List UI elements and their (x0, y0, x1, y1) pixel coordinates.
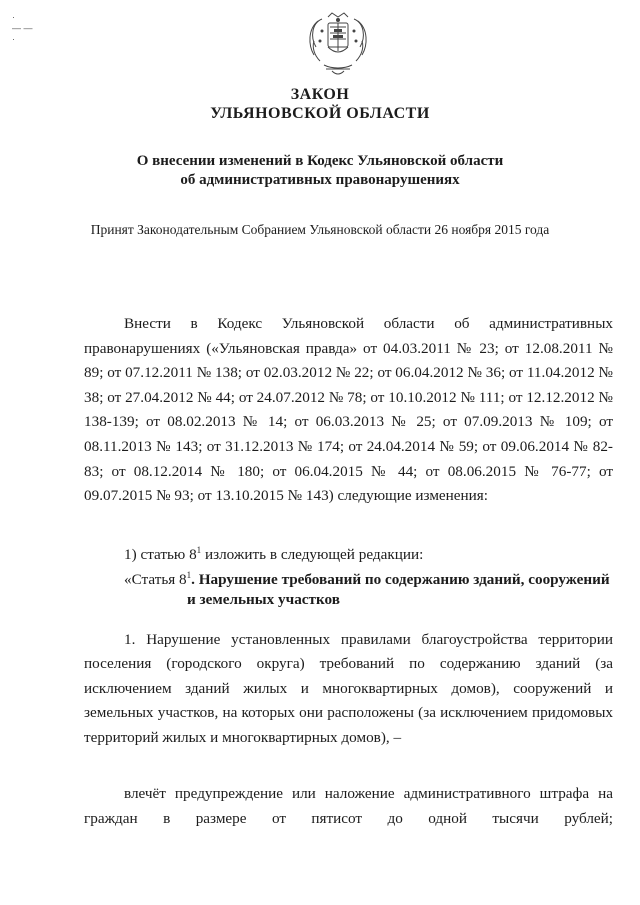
margin-marks-text: · — — · (12, 12, 33, 44)
item-1-text-pre: 1) статью 8 (124, 546, 197, 563)
coat-of-arms-emblem (306, 11, 370, 77)
margin-marks (12, 12, 33, 45)
article-name: . Нарушение требований по содержанию зданий, сооружений (191, 571, 610, 588)
article-heading (124, 570, 624, 610)
law-subject-line-1: О внесении изменений в Кодекс Ульяновской области (136, 153, 504, 169)
article-name-continuation: и земельных участков (187, 591, 340, 608)
intro-paragraph: Внести в Кодекс Ульяновской области об административных правонарушениях («Ульяновская правда» от 04.03.2011 № 23; от 12.08.2011 № 89; от 07.12.2011 № 138; от 02.03.2012 № 22; от 06.04.2012 № 36; от 11.04.2012 № 38; от 27.04.2012 № 44; от 24.07.2012 № 78; от 10.10.2012 № 111; от 12.12.2012 № 138-139; от 08.02.2013 № 14; от 06.03.2013 № 25; от 07.09.2013 № 109; от 08.11.2013 № 143; от 31.12.2013 № 174; от 24.04.2014 № 59; от 09.06.2014 № 82-83; от 08.12.2014 № 180; от 06.04.2015 № 44; от 08.06.2015 № 76-77; от 09.07.2015 № 93; от 13.10.2015 № 143) следующие изменения: (84, 315, 613, 505)
law-title: ЗАКОН (290, 86, 350, 103)
item-1 (124, 546, 423, 564)
point-1-paragraph: 1. Нарушение установленных правилами благоустройства территории поселения (городского округа) требований по содержанию зданий (за исключением зданий жилых и многоквартирных домов), сооружений и земельных участков, на которых они расположены (за исключением придомовых территорий жилых и многоквартирных домов), – (84, 631, 613, 746)
article-number: «Статья 8 (124, 571, 187, 588)
article-superscript: 1 (186, 570, 192, 580)
adoption-note: Принят Законодательным Собранием Ульяновской области 26 ноября 2015 года (90, 222, 550, 237)
item-1-text-post: изложить в следующей редакции: (201, 546, 424, 563)
law-subject-line-2: об административных правонарушениях (180, 172, 460, 188)
item-1-superscript: 1 (196, 545, 202, 555)
region-title: УЛЬЯНОВСКОЙ ОБЛАСТИ (210, 105, 430, 122)
penalty-paragraph: влечёт предупреждение или наложение административного штрафа на граждан в размере от пятисот до одной тысячи рублей; (84, 785, 613, 827)
